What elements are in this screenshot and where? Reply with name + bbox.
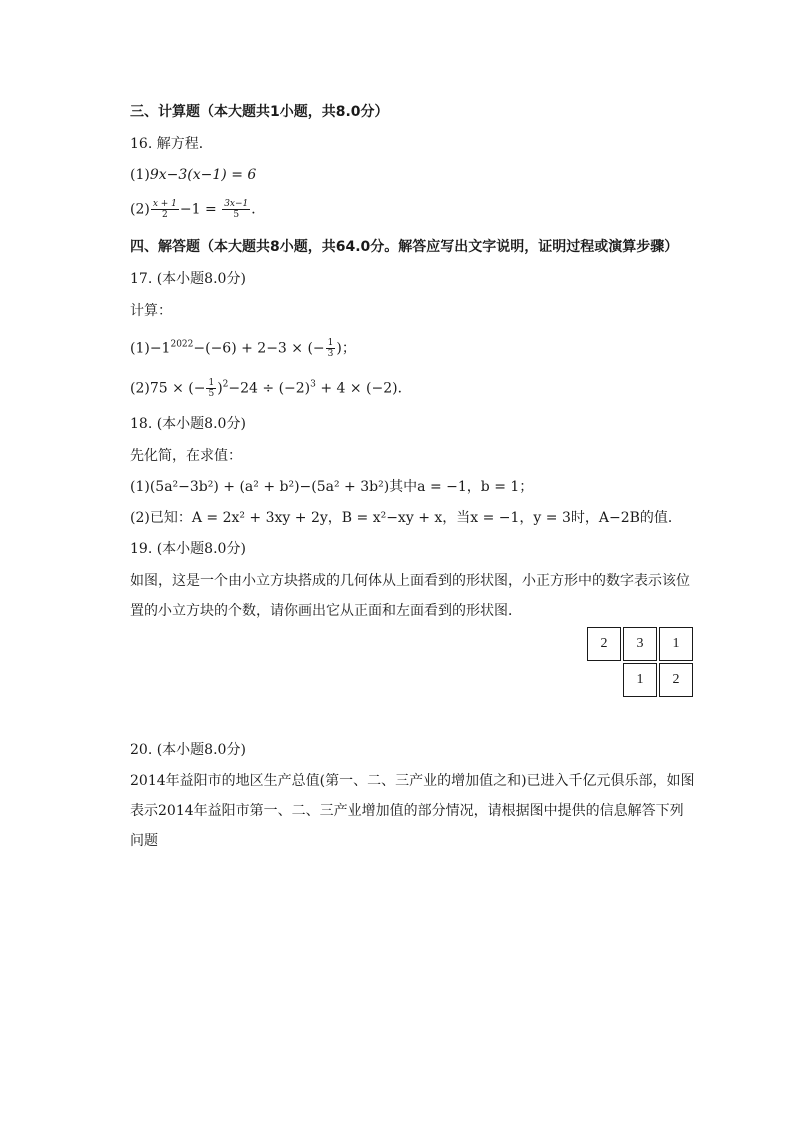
exponent: 3 — [310, 379, 316, 390]
expr-part: )； — [336, 340, 356, 357]
question-18-part-1: (1)(5a²−3b²) + (a² + b²)−(5a² + 3b²)其中a = −1，b = 1； — [130, 479, 534, 495]
grid-cell: 2 — [659, 663, 693, 697]
question-20-title: 20. (本小题8.0分) — [130, 742, 246, 758]
equation-middle: −1 = — [179, 201, 222, 218]
numerator: x + 1 — [152, 199, 177, 209]
question-17-part-1 — [130, 338, 356, 359]
fraction — [206, 378, 216, 399]
question-18-title: 18. (本小题8.0分) — [130, 416, 246, 432]
question-18-intro: 先化简，在求值： — [130, 448, 242, 464]
grid-cell: 2 — [587, 627, 621, 661]
grid-cell: 1 — [659, 627, 693, 661]
question-16-title: 16. 解方程． — [130, 136, 213, 152]
denominator: 5 — [233, 210, 240, 220]
question-20-text: 2014年益阳市的地区生产总值(第一、二、三产业的增加值之和)已进入千亿元俱乐部，如图表示2014年益阳市第一、二、三产业增加值的部分情况，请根据图中提供的信息解答下列问题 — [130, 773, 695, 849]
expr-part: (2)75 × (− — [130, 380, 206, 397]
part-label: (2) — [130, 201, 150, 218]
numerator: 1 — [327, 338, 334, 348]
denominator: 5 — [208, 389, 215, 399]
grid-cell: 3 — [623, 627, 657, 661]
question-19-text: 如图，这是一个由小立方块搭成的几何体从上面看到的形状图，小正方形中的数字表示该位置的小立方块的个数，请你画出它从正面和左面看到的形状图． — [130, 573, 690, 619]
question-16-part-1 — [130, 165, 256, 185]
part-label: (1) — [130, 167, 150, 183]
numerator: 3x−1 — [224, 199, 249, 209]
expr-part: ) — [217, 380, 223, 397]
grid-cell: 1 — [623, 663, 657, 697]
section-heading-calc: 三、计算题（本大题共1小题，共8.0分） — [130, 104, 389, 120]
question-17-title: 17. (本小题8.0分) — [130, 271, 246, 287]
exponent: 2 — [222, 379, 229, 390]
numerator: 1 — [208, 378, 215, 388]
question-16-part-2 — [130, 199, 265, 220]
exponent: 2022 — [170, 339, 194, 350]
question-17-part-2 — [130, 378, 412, 399]
fraction — [151, 199, 179, 220]
expr-part: −(−6) + 2−3 × (− — [193, 340, 325, 357]
question-18-part-2: (2)已知：A = 2x² + 3xy + 2y，B = x²−xy + x，当x = −1，y = 3时，A−2B的值． — [130, 510, 682, 526]
fraction — [222, 199, 250, 220]
fraction — [326, 338, 336, 359]
expr-part: + 4 × (−2)． — [315, 380, 412, 397]
expr-part: −24 ÷ (−2) — [228, 380, 311, 397]
denominator: 3 — [327, 349, 334, 359]
question-17-intro: 计算： — [130, 303, 172, 319]
question-19-title: 19. (本小题8.0分) — [130, 541, 246, 557]
expr-part: (1)−1 — [130, 340, 171, 357]
equation-end: ． — [251, 201, 266, 218]
section-heading-answer: 四、解答题（本大题共8小题，共64.0分。解答应写出文字说明，证明过程或演算步骤） — [130, 239, 679, 255]
equation: 9x−3(x−1) = 6 — [149, 167, 257, 183]
denominator: 2 — [162, 210, 168, 220]
